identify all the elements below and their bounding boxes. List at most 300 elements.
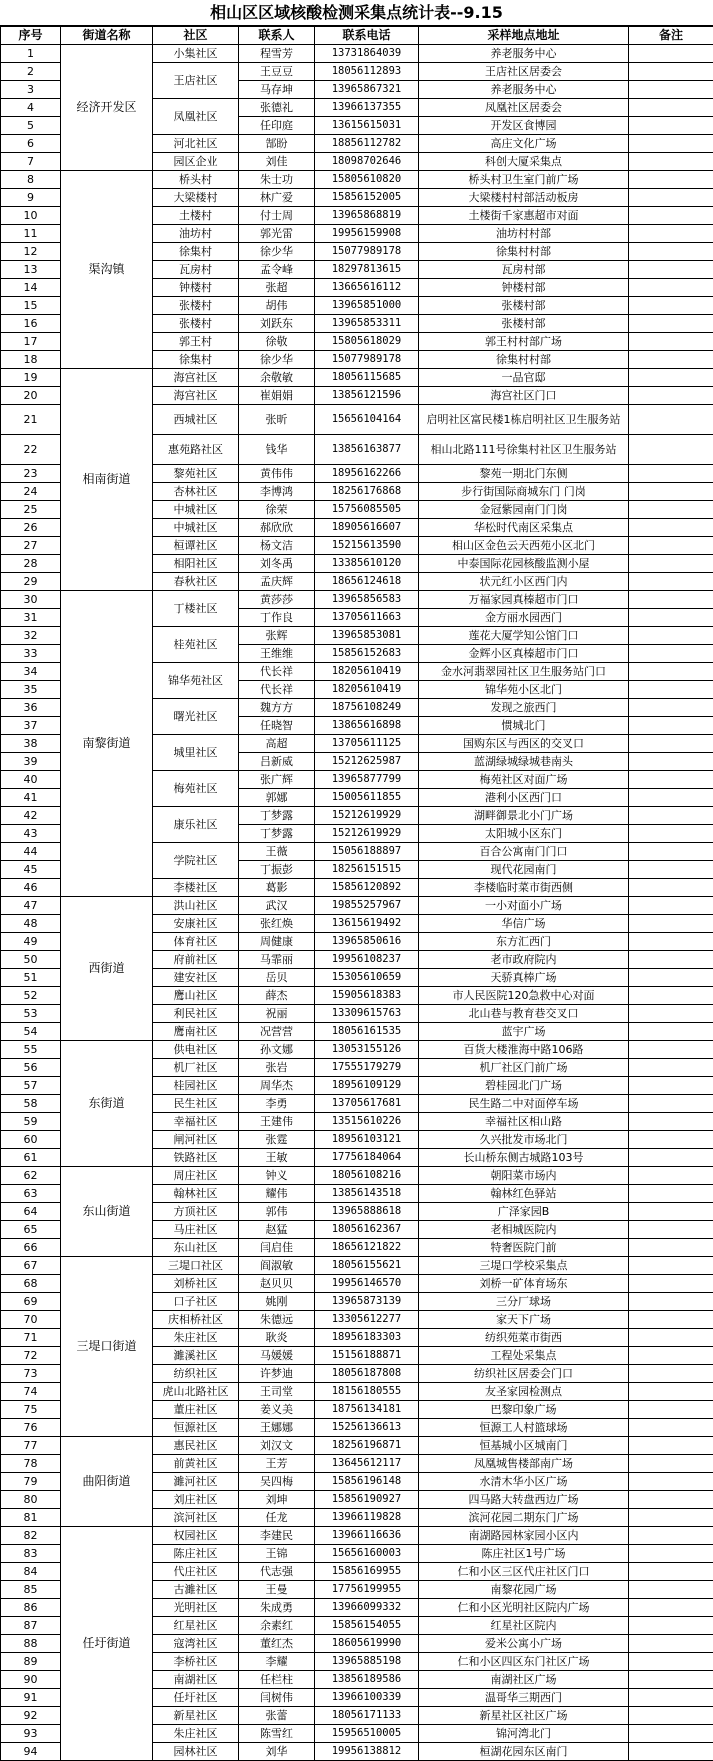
row-address: 发现之旅西门 <box>419 699 629 717</box>
row-community: 府前社区 <box>153 951 239 969</box>
row-remark <box>629 1041 713 1059</box>
row-remark <box>629 1257 713 1275</box>
row-phone: 18856112782 <box>315 135 419 153</box>
row-community: 机厂社区 <box>153 1059 239 1077</box>
row-community: 濉溪社区 <box>153 1347 239 1365</box>
row-community: 瓦房村 <box>153 261 239 279</box>
row-seq: 87 <box>1 1617 61 1635</box>
row-address: 巴黎印象广场 <box>419 1401 629 1419</box>
row-seq: 86 <box>1 1599 61 1617</box>
row-remark <box>629 951 713 969</box>
header-street: 街道名称 <box>61 27 153 45</box>
header-community: 社区 <box>153 27 239 45</box>
row-address: 太阳城小区东门 <box>419 825 629 843</box>
row-remark <box>629 627 713 645</box>
row-contact: 马媛媛 <box>239 1347 315 1365</box>
row-contact: 阎淑敏 <box>239 1257 315 1275</box>
row-contact: 姜义美 <box>239 1401 315 1419</box>
row-community: 中城社区 <box>153 519 239 537</box>
row-phone: 18956103121 <box>315 1131 419 1149</box>
street-name: 曲阳街道 <box>61 1437 153 1527</box>
header-phone: 联系电话 <box>315 27 419 45</box>
row-contact: 王薇 <box>239 843 315 861</box>
row-contact: 李建民 <box>239 1527 315 1545</box>
row-seq: 19 <box>1 369 61 387</box>
row-phone: 19956108237 <box>315 951 419 969</box>
row-phone: 19956138812 <box>315 1743 419 1761</box>
row-address: 温哥华三期西门 <box>419 1689 629 1707</box>
row-remark <box>629 825 713 843</box>
row-contact: 王曼 <box>239 1581 315 1599</box>
row-phone: 18756134181 <box>315 1401 419 1419</box>
row-address: 养老服务中心 <box>419 81 629 99</box>
row-remark <box>629 1509 713 1527</box>
row-phone: 18098702646 <box>315 153 419 171</box>
row-contact: 付士周 <box>239 207 315 225</box>
row-contact: 郝欣欣 <box>239 519 315 537</box>
row-contact: 姚刚 <box>239 1293 315 1311</box>
row-address: 惯城北门 <box>419 717 629 735</box>
row-phone: 15856152005 <box>315 189 419 207</box>
row-seq: 37 <box>1 717 61 735</box>
row-address: 梅苑社区对面广场 <box>419 771 629 789</box>
row-seq: 29 <box>1 573 61 591</box>
row-address: 特奢医院门前 <box>419 1239 629 1257</box>
row-remark <box>629 351 713 369</box>
row-address: 高庄文化广场 <box>419 135 629 153</box>
row-phone: 13965850616 <box>315 933 419 951</box>
row-address: 红星社区院内 <box>419 1617 629 1635</box>
row-contact: 赵猛 <box>239 1221 315 1239</box>
row-community: 滨河社区 <box>153 1509 239 1527</box>
row-contact: 祝丽 <box>239 1005 315 1023</box>
row-seq: 52 <box>1 987 61 1005</box>
row-phone: 15856196148 <box>315 1473 419 1491</box>
row-address: 现代花园南门 <box>419 861 629 879</box>
row-contact: 徐少华 <box>239 351 315 369</box>
row-seq: 2 <box>1 63 61 81</box>
row-address: 海宫社区门口 <box>419 387 629 405</box>
street-name: 相南街道 <box>61 369 153 591</box>
row-remark <box>629 1401 713 1419</box>
row-phone: 15212625987 <box>315 753 419 771</box>
row-community: 虎山北路社区 <box>153 1383 239 1401</box>
row-seq: 25 <box>1 501 61 519</box>
row-remark <box>629 1365 713 1383</box>
row-contact: 余敬敏 <box>239 369 315 387</box>
row-phone: 13966119828 <box>315 1509 419 1527</box>
row-contact: 郭光雷 <box>239 225 315 243</box>
row-phone: 18056162367 <box>315 1221 419 1239</box>
row-community: 洪山社区 <box>153 897 239 915</box>
street-name: 经济开发区 <box>61 45 153 171</box>
row-community: 城里社区 <box>153 735 239 771</box>
row-phone: 18056108216 <box>315 1167 419 1185</box>
row-contact: 王锦 <box>239 1545 315 1563</box>
row-remark <box>629 1329 713 1347</box>
row-community: 张楼村 <box>153 315 239 333</box>
header-remark: 备注 <box>629 27 713 45</box>
row-address: 张楼村部 <box>419 297 629 315</box>
row-phone: 18056155621 <box>315 1257 419 1275</box>
row-phone: 18656124618 <box>315 573 419 591</box>
row-contact: 刘跃东 <box>239 315 315 333</box>
row-phone: 13965851000 <box>315 297 419 315</box>
header-contact: 联系人 <box>239 27 315 45</box>
row-remark <box>629 1275 713 1293</box>
row-remark <box>629 1599 713 1617</box>
row-seq: 80 <box>1 1491 61 1509</box>
row-phone: 15756085505 <box>315 501 419 519</box>
row-remark <box>629 81 713 99</box>
row-phone: 13856143518 <box>315 1185 419 1203</box>
row-community: 董庄社区 <box>153 1401 239 1419</box>
row-seq: 11 <box>1 225 61 243</box>
row-phone: 13515610226 <box>315 1113 419 1131</box>
row-community: 海宫社区 <box>153 369 239 387</box>
row-address: 启明社区富民楼1栋启明社区卫生服务站 <box>419 405 629 435</box>
row-community: 权园社区 <box>153 1527 239 1545</box>
row-address: 滨河花园二期东门广场 <box>419 1509 629 1527</box>
row-contact: 王司堂 <box>239 1383 315 1401</box>
row-contact: 王娜娜 <box>239 1419 315 1437</box>
row-address: 国购东区与西区的交叉口 <box>419 735 629 753</box>
row-contact: 孟令峰 <box>239 261 315 279</box>
row-contact: 张岩 <box>239 1059 315 1077</box>
row-community: 东山社区 <box>153 1239 239 1257</box>
row-community: 曙光社区 <box>153 699 239 735</box>
row-remark <box>629 315 713 333</box>
row-phone: 13965888618 <box>315 1203 419 1221</box>
row-contact: 张霆 <box>239 1131 315 1149</box>
row-remark <box>629 537 713 555</box>
row-remark <box>629 1293 713 1311</box>
header-seq: 序号 <box>1 27 61 45</box>
row-address: 莲花大厦学知公馆门口 <box>419 627 629 645</box>
row-remark <box>629 1005 713 1023</box>
row-community: 鹰山社区 <box>153 987 239 1005</box>
row-seq: 57 <box>1 1077 61 1095</box>
row-remark <box>629 789 713 807</box>
table-row <box>1 1527 713 1545</box>
row-remark <box>629 1077 713 1095</box>
row-community: 恒源社区 <box>153 1419 239 1437</box>
row-seq: 94 <box>1 1743 61 1761</box>
row-community: 相阳社区 <box>153 555 239 573</box>
row-contact: 徐敬 <box>239 333 315 351</box>
row-phone: 13053155126 <box>315 1041 419 1059</box>
row-phone: 18605619990 <box>315 1635 419 1653</box>
row-phone: 18056187808 <box>315 1365 419 1383</box>
row-seq: 83 <box>1 1545 61 1563</box>
row-contact: 杨文洁 <box>239 537 315 555</box>
row-phone: 18205610419 <box>315 681 419 699</box>
row-remark <box>629 1707 713 1725</box>
row-remark <box>629 207 713 225</box>
row-remark <box>629 1635 713 1653</box>
row-contact: 郭伟 <box>239 1203 315 1221</box>
row-seq: 64 <box>1 1203 61 1221</box>
row-remark <box>629 171 713 189</box>
row-address: 南黎花园广场 <box>419 1581 629 1599</box>
row-address: 相山区金色云天西苑小区北门 <box>419 537 629 555</box>
row-community: 张楼村 <box>153 297 239 315</box>
row-contact: 代志强 <box>239 1563 315 1581</box>
row-seq: 45 <box>1 861 61 879</box>
row-remark <box>629 1311 713 1329</box>
row-seq: 76 <box>1 1419 61 1437</box>
row-phone: 13965856583 <box>315 591 419 609</box>
row-address: 养老服务中心 <box>419 45 629 63</box>
row-community: 大梁楼村 <box>153 189 239 207</box>
row-remark <box>629 1545 713 1563</box>
row-address: 长山桥东侧古城路103号 <box>419 1149 629 1167</box>
street-name: 三堤口街道 <box>61 1257 153 1437</box>
row-address: 仁和小区四区东门社区广场 <box>419 1653 629 1671</box>
row-seq: 66 <box>1 1239 61 1257</box>
row-seq: 39 <box>1 753 61 771</box>
row-contact: 刘汉文 <box>239 1437 315 1455</box>
row-address: 南湖社区广场 <box>419 1671 629 1689</box>
row-remark <box>629 843 713 861</box>
row-community: 徐集村 <box>153 243 239 261</box>
row-contact: 程雪芳 <box>239 45 315 63</box>
row-seq: 42 <box>1 807 61 825</box>
row-remark <box>629 225 713 243</box>
row-phone: 18056161535 <box>315 1023 419 1041</box>
row-seq: 20 <box>1 387 61 405</box>
row-community: 古濉社区 <box>153 1581 239 1599</box>
row-community: 纺织社区 <box>153 1365 239 1383</box>
row-address: 万福家园真榛超市门口 <box>419 591 629 609</box>
row-contact: 吕新威 <box>239 753 315 771</box>
row-phone: 15856152683 <box>315 645 419 663</box>
row-phone: 18056112893 <box>315 63 419 81</box>
row-community: 土楼村 <box>153 207 239 225</box>
row-contact: 刘佳 <box>239 153 315 171</box>
row-seq: 77 <box>1 1437 61 1455</box>
row-remark <box>629 753 713 771</box>
row-address: 恒基城小区城南门 <box>419 1437 629 1455</box>
row-remark <box>629 1743 713 1761</box>
table-row <box>1 1167 713 1185</box>
row-contact: 徐少华 <box>239 243 315 261</box>
row-community: 梅苑社区 <box>153 771 239 807</box>
row-remark <box>629 279 713 297</box>
table-body <box>1 45 713 1761</box>
row-community: 桥头村 <box>153 171 239 189</box>
row-address: 百货大楼淮海中路106路 <box>419 1041 629 1059</box>
row-community: 桓谭社区 <box>153 537 239 555</box>
row-remark <box>629 1725 713 1743</box>
table-row <box>1 171 713 189</box>
row-seq: 54 <box>1 1023 61 1041</box>
row-community: 油坊村 <box>153 225 239 243</box>
row-seq: 51 <box>1 969 61 987</box>
row-contact: 丁振彭 <box>239 861 315 879</box>
row-address: 仁和小区三区代庄社区门口 <box>419 1563 629 1581</box>
row-remark <box>629 1239 713 1257</box>
row-seq: 50 <box>1 951 61 969</box>
row-address: 华松时代南区采集点 <box>419 519 629 537</box>
row-seq: 23 <box>1 465 61 483</box>
row-seq: 47 <box>1 897 61 915</box>
row-phone: 13305612277 <box>315 1311 419 1329</box>
row-seq: 68 <box>1 1275 61 1293</box>
row-contact: 钱华 <box>239 435 315 465</box>
row-community: 庆相桥社区 <box>153 1311 239 1329</box>
row-contact: 王芳 <box>239 1455 315 1473</box>
row-community: 南湖社区 <box>153 1671 239 1689</box>
row-seq: 82 <box>1 1527 61 1545</box>
row-phone: 13966137355 <box>315 99 419 117</box>
row-remark <box>629 771 713 789</box>
row-remark <box>629 1527 713 1545</box>
row-contact: 周健康 <box>239 933 315 951</box>
row-remark <box>629 99 713 117</box>
row-address: 金方丽水园西门 <box>419 609 629 627</box>
row-phone: 19956146570 <box>315 1275 419 1293</box>
row-remark <box>629 153 713 171</box>
row-contact: 刘华 <box>239 1743 315 1761</box>
row-address: 中泰国际花园核酸监测小屋 <box>419 555 629 573</box>
street-name: 西街道 <box>61 897 153 1041</box>
row-address: 东方汇西门 <box>419 933 629 951</box>
row-address: 南湖路园林家园小区内 <box>419 1527 629 1545</box>
row-remark <box>629 333 713 351</box>
row-address: 黎苑一期北门东侧 <box>419 465 629 483</box>
row-contact: 钟义 <box>239 1167 315 1185</box>
row-address: 百合公寓南门门口 <box>419 843 629 861</box>
row-seq: 46 <box>1 879 61 897</box>
row-remark <box>629 1689 713 1707</box>
row-address: 天骄真棒广场 <box>419 969 629 987</box>
row-community: 陈庄社区 <box>153 1545 239 1563</box>
row-contact: 王建伟 <box>239 1113 315 1131</box>
row-community: 朱庄社区 <box>153 1329 239 1347</box>
street-name: 东街道 <box>61 1041 153 1167</box>
row-community: 园区企业 <box>153 153 239 171</box>
row-address: 油坊村村部 <box>419 225 629 243</box>
row-phone: 13965868819 <box>315 207 419 225</box>
row-seq: 24 <box>1 483 61 501</box>
row-phone: 15856169955 <box>315 1563 419 1581</box>
row-community: 任圩社区 <box>153 1689 239 1707</box>
row-address: 水清木华小区广场 <box>419 1473 629 1491</box>
row-address: 新星社区社区广场 <box>419 1707 629 1725</box>
row-community: 学院社区 <box>153 843 239 879</box>
row-seq: 61 <box>1 1149 61 1167</box>
row-seq: 36 <box>1 699 61 717</box>
row-remark <box>629 1347 713 1365</box>
row-seq: 88 <box>1 1635 61 1653</box>
row-contact: 任栏柱 <box>239 1671 315 1689</box>
row-address: 工程处采集点 <box>419 1347 629 1365</box>
row-phone: 15077989178 <box>315 351 419 369</box>
row-seq: 53 <box>1 1005 61 1023</box>
row-seq: 85 <box>1 1581 61 1599</box>
row-contact: 薛杰 <box>239 987 315 1005</box>
row-address: 北山巷与教育巷交叉口 <box>419 1005 629 1023</box>
sheet-title: 相山区区域核酸检测采集点统计表--9.15 <box>0 0 713 26</box>
row-community: 钟楼村 <box>153 279 239 297</box>
row-remark <box>629 645 713 663</box>
row-seq: 48 <box>1 915 61 933</box>
row-address: 锦华苑小区北门 <box>419 681 629 699</box>
row-seq: 6 <box>1 135 61 153</box>
row-phone: 17555179279 <box>315 1059 419 1077</box>
row-community: 新星社区 <box>153 1707 239 1725</box>
row-community: 刘庄社区 <box>153 1491 239 1509</box>
row-address: 徐集村村部 <box>419 243 629 261</box>
row-phone: 15005611855 <box>315 789 419 807</box>
row-contact: 孟庆辉 <box>239 573 315 591</box>
row-remark <box>629 591 713 609</box>
row-phone: 13705617681 <box>315 1095 419 1113</box>
row-seq: 75 <box>1 1401 61 1419</box>
row-contact: 张蕾 <box>239 1707 315 1725</box>
row-address: 王店社区居委会 <box>419 63 629 81</box>
row-seq: 60 <box>1 1131 61 1149</box>
row-seq: 32 <box>1 627 61 645</box>
row-remark <box>629 435 713 465</box>
row-remark <box>629 807 713 825</box>
row-remark <box>629 1455 713 1473</box>
row-seq: 15 <box>1 297 61 315</box>
row-contact: 葛影 <box>239 879 315 897</box>
row-community: 建安社区 <box>153 969 239 987</box>
row-address: 民生路二中对面停车场 <box>419 1095 629 1113</box>
row-contact: 张广辉 <box>239 771 315 789</box>
row-seq: 56 <box>1 1059 61 1077</box>
row-remark <box>629 63 713 81</box>
row-address: 步行街国际商城东门 门岗 <box>419 483 629 501</box>
row-address: 开发区食博园 <box>419 117 629 135</box>
row-remark <box>629 987 713 1005</box>
row-phone: 15077989178 <box>315 243 419 261</box>
row-contact: 刘坤 <box>239 1491 315 1509</box>
row-address: 老市政府院内 <box>419 951 629 969</box>
row-contact: 丁作良 <box>239 609 315 627</box>
row-address: 机厂社区门前广场 <box>419 1059 629 1077</box>
row-seq: 93 <box>1 1725 61 1743</box>
row-community: 刘桥社区 <box>153 1275 239 1293</box>
row-seq: 92 <box>1 1707 61 1725</box>
row-phone: 13865616898 <box>315 717 419 735</box>
row-remark <box>629 297 713 315</box>
row-remark <box>629 717 713 735</box>
row-address: 徐集村村部 <box>419 351 629 369</box>
row-phone: 15156188871 <box>315 1347 419 1365</box>
row-contact: 张超 <box>239 279 315 297</box>
row-seq: 78 <box>1 1455 61 1473</box>
row-contact: 朱成勇 <box>239 1599 315 1617</box>
row-phone: 13856121596 <box>315 387 419 405</box>
row-seq: 63 <box>1 1185 61 1203</box>
row-community: 红星社区 <box>153 1617 239 1635</box>
row-contact: 许梦迪 <box>239 1365 315 1383</box>
row-contact: 高超 <box>239 735 315 753</box>
row-address: 凤凰城售楼部南广场 <box>419 1455 629 1473</box>
row-phone: 18756108249 <box>315 699 419 717</box>
row-remark <box>629 1383 713 1401</box>
row-community: 李桥社区 <box>153 1653 239 1671</box>
row-phone: 13615619492 <box>315 915 419 933</box>
row-phone: 13965853081 <box>315 627 419 645</box>
row-address: 幸福社区相山路 <box>419 1113 629 1131</box>
row-contact: 张德礼 <box>239 99 315 117</box>
row-address: 三堤口学校采集点 <box>419 1257 629 1275</box>
